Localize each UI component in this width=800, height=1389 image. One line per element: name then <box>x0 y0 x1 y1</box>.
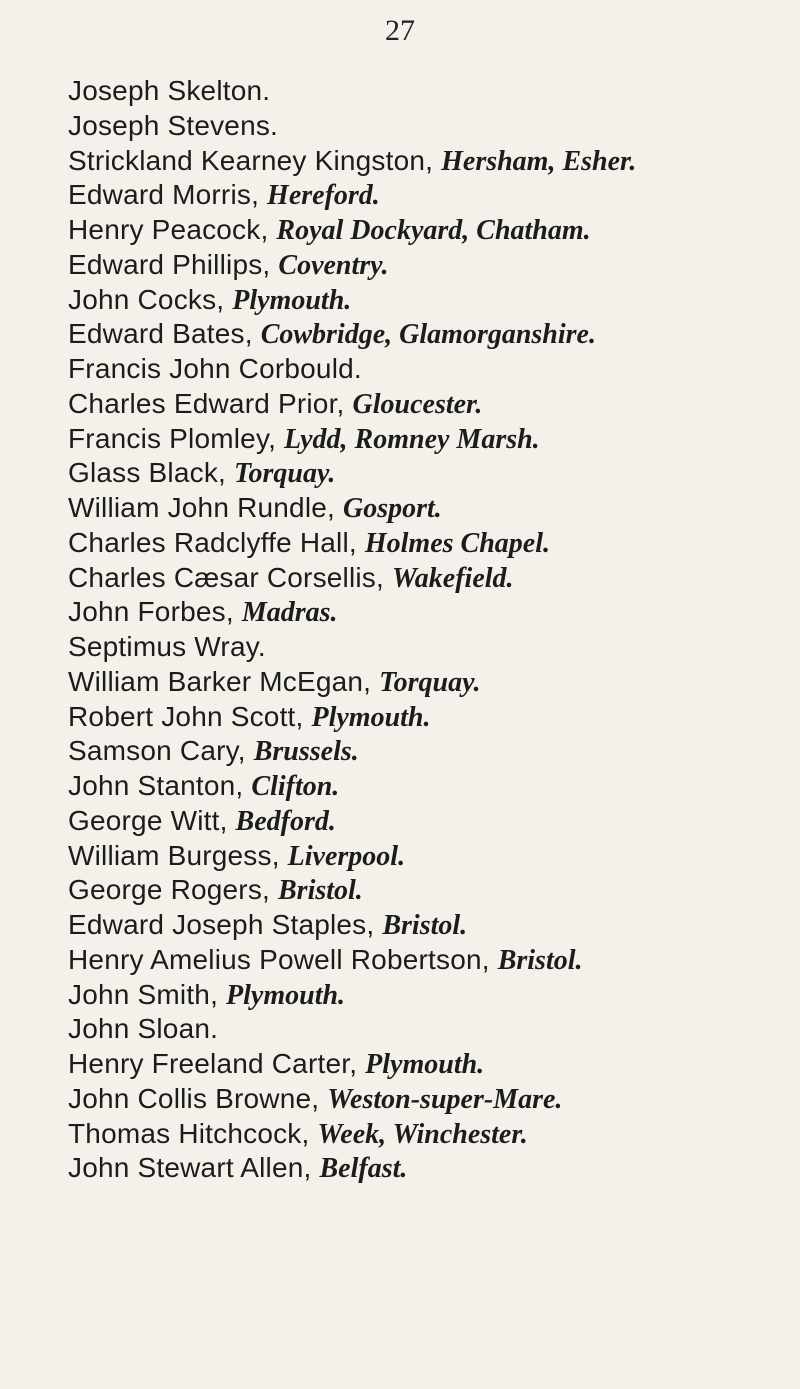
member-name: John Sloan. <box>68 1013 219 1045</box>
list-item <box>68 387 788 422</box>
list-item <box>68 456 788 491</box>
member-name: Edward Phillips, <box>68 248 279 280</box>
member-place: Brussels. <box>253 736 359 768</box>
member-name: Strickland Kearney Kingston, <box>68 144 442 176</box>
member-place: Bristol. <box>382 910 468 941</box>
member-place: Holmes Chapel. <box>364 527 550 559</box>
list-item <box>68 109 788 144</box>
member-name: Charles Cæsar Corsellis, <box>68 561 392 593</box>
list-item <box>68 213 788 248</box>
list-item <box>68 769 788 804</box>
member-name: John Stanton, <box>68 770 252 801</box>
member-place: Gosport. <box>342 493 442 524</box>
list-item <box>68 1151 788 1186</box>
member-name: Henry Amelius Powell Robertson, <box>68 943 498 975</box>
member-place: Plymouth. <box>226 979 346 1011</box>
member-name: Edward Joseph Staples, <box>68 909 383 940</box>
member-place: Bedford. <box>235 805 336 837</box>
member-place: Plymouth. <box>311 701 431 733</box>
member-name: Francis Plomley, <box>68 422 285 454</box>
member-name: Thomas Hitchcock, <box>68 1117 318 1149</box>
list-item <box>68 422 788 457</box>
list-item <box>68 734 788 769</box>
list-item <box>68 700 788 735</box>
list-item <box>68 1012 788 1047</box>
member-name: Edward Bates, <box>68 318 261 350</box>
list-item <box>68 74 788 109</box>
member-list <box>68 74 788 1186</box>
list-item <box>68 630 788 665</box>
member-place: Plymouth. <box>365 1049 485 1080</box>
member-place: Lydd, Romney Marsh. <box>284 423 540 455</box>
member-place: Torquay. <box>379 666 481 698</box>
list-item <box>68 561 788 596</box>
list-item <box>68 317 788 352</box>
list-item <box>68 248 788 283</box>
member-name: John Smith, <box>68 978 227 1010</box>
member-name: Samson Cary, <box>68 735 254 767</box>
list-item <box>68 1117 788 1152</box>
member-name: George Rogers, <box>68 874 278 906</box>
member-place: Liverpool. <box>287 840 406 872</box>
member-name: Charles Edward Prior, <box>68 387 353 419</box>
member-place: Week, Winchester. <box>317 1118 528 1150</box>
list-item <box>68 908 788 943</box>
member-place: Coventry. <box>278 249 389 281</box>
list-item <box>68 352 788 387</box>
member-name: George Witt, <box>68 804 236 836</box>
list-item <box>68 1047 788 1082</box>
member-name: John Forbes, <box>68 596 242 628</box>
member-place: Clifton. <box>251 771 340 802</box>
member-name: William Burgess, <box>68 839 288 871</box>
member-name: William John Rundle, <box>68 492 343 523</box>
member-place: Bristol. <box>278 875 363 907</box>
member-place: Hersham, Esher. <box>441 145 637 177</box>
member-place: Wakefield. <box>391 562 514 594</box>
member-name: Joseph Skelton. <box>68 75 271 106</box>
member-name: Henry Peacock, <box>68 214 277 245</box>
member-place: Weston-super-Mare. <box>327 1083 563 1115</box>
member-name: John Stewart Allen, <box>68 1152 320 1184</box>
member-place: Cowbridge, Glamorganshire. <box>260 319 596 351</box>
member-place: Plymouth. <box>232 284 352 316</box>
list-item <box>68 595 788 630</box>
member-name: Joseph Stevens. <box>68 109 279 141</box>
member-name: Francis John Corbould. <box>68 353 362 384</box>
list-item <box>68 978 788 1013</box>
page-number: 27 <box>385 14 415 47</box>
member-place: Royal Dockyard, Chatham. <box>276 215 591 246</box>
list-item <box>68 283 788 318</box>
member-place: Bristol. <box>497 944 583 976</box>
member-name: Edward Morris, <box>68 179 268 211</box>
list-item <box>68 1082 788 1117</box>
member-name: Robert John Scott, <box>68 700 312 732</box>
list-item <box>68 665 788 700</box>
list-item <box>68 144 788 179</box>
member-place: Torquay. <box>233 458 336 490</box>
list-item <box>68 804 788 839</box>
list-item <box>68 839 788 874</box>
member-name: John Collis Browne, <box>68 1082 328 1114</box>
member-name: Glass Black, <box>68 457 234 489</box>
list-item <box>68 873 788 908</box>
member-place: Gloucester. <box>352 388 483 420</box>
member-name: Septimus Wray. <box>68 631 266 662</box>
member-place: Madras. <box>241 597 338 629</box>
member-place: Hereford. <box>267 180 380 212</box>
member-place: Belfast. <box>319 1153 408 1185</box>
member-name: Charles Radclyffe Hall, <box>68 526 365 558</box>
list-item <box>68 943 788 978</box>
list-item <box>68 491 788 526</box>
list-item <box>68 526 788 561</box>
member-name: William Barker McEgan, <box>68 665 380 697</box>
list-item <box>68 178 788 213</box>
member-name: John Cocks, <box>68 283 233 315</box>
member-name: Henry Freeland Carter, <box>68 1048 366 1079</box>
